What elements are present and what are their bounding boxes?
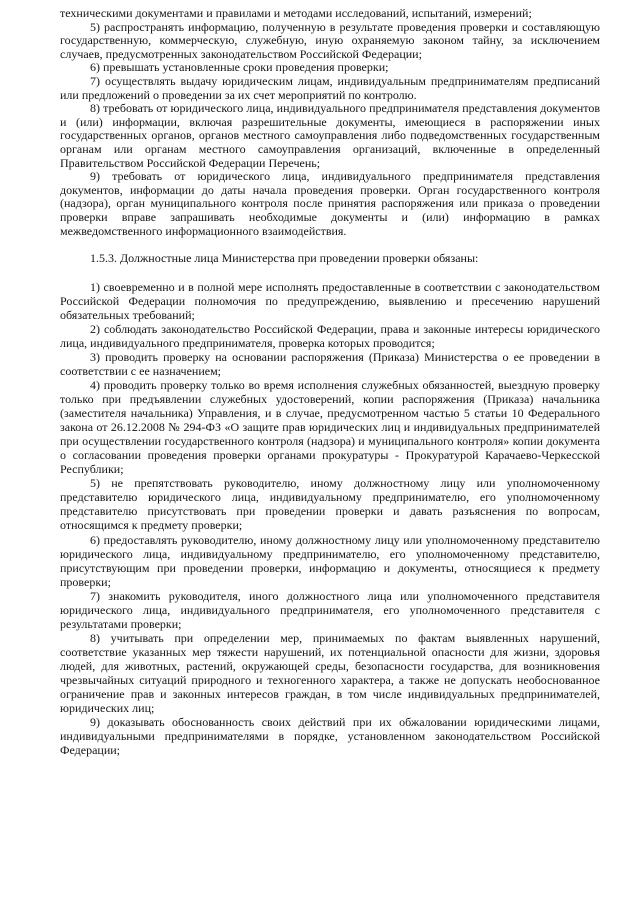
duty-item-6: 6) предоставлять руководителю, иному должностному лицу или уполномоченному представителю юридического лица, индивидуальному предпринимателю, его уполномоченному представителю, присутствующим при проведении проверки, информацию и документы, относящиеся к предмету проверки; bbox=[60, 532, 600, 589]
duty-item-2: 2) соблюдать законодательство Российской Федерации, права и законные интересы юридического лица, индивидуального предпринимателя, проверка которых проводится; bbox=[60, 321, 600, 350]
rights-continuation-block bbox=[60, 7, 600, 238]
prohibition-item-8: 8) требовать от юридического лица, индивидуального предпринимателя представления документов и (или) информации, включая разрешительные документы, имеющиеся в распоряжении иных государственных органов, органов местного самоуправления либо подведомственных государственным органам или органам местного самоуправления организаций, включенные в определенный Правительством Российской Федерации Перечень; bbox=[60, 101, 600, 170]
duty-item-3: 3) проводить проверку на основании распоряжения (Приказа) Министерства о ее проведении в соответствии с ее назначением; bbox=[60, 349, 600, 378]
prohibition-item-5: 5) распространять информацию, полученную в результате проведения проверки и составляющую государственную, коммерческую, служебную, иную охраняемую законом тайну, за исключением случаев, предусмотренных законодательством Российской Федерации; bbox=[60, 19, 600, 61]
continuation-text: техническими документами и правилами и методами исследований, испытаний, измерений; bbox=[60, 6, 532, 20]
duty-item-4: 4) проводить проверку только во время исполнения служебных обязанностей, выездную проверку только при предъявлении служебных удостоверений, копии распоряжения (Приказа) начальника (заместителя начальника) Управления, и в случае, предусмотренном частью 5 статьи 10 Федерального закона от 26.12.2008 № 294-ФЗ «О защите прав юридических лиц и индивидуальных предпринимателей при осуществлении государственного контроля (надзора) и муниципального контроля» копии документа о согласовании проведения проверки органами прокуратуры - Прокуратурой Карачаево-Черкесской Республики; bbox=[60, 378, 600, 477]
duties-list bbox=[60, 280, 600, 758]
prohibition-item-9: 9) требовать от юридического лица, индивидуального предпринимателя представления документов, информации до даты начала проведения проверки. Орган государственного контроля (надзора), орган муниципального контроля после принятия распоряжения или приказа о проведении проверки вправе запрашивать необходимые документы и (или) информацию в рамках межведомственного информационного взаимодействия. bbox=[60, 169, 600, 238]
duty-item-1: 1) своевременно и в полной мере исполнять предоставленные в соответствии с законодательством Российской Федерации полномочия по предупреждению, выявлению и пресечению нарушений обязательных требований; bbox=[60, 279, 600, 322]
prohibition-item-7: 7) осуществлять выдачу юридическим лицам, индивидуальным предпринимателям предписаний или предложений о проведении за их счет мероприятий по контролю. bbox=[60, 73, 600, 102]
duty-item-8: 8) учитывать при определении мер, принимаемых по фактам выявленных нарушений, соответствие указанных мер тяжести нарушений, их потенциальной опасности для жизни, здоровья людей, для животных, растений, окружающей среды, безопасности государства, для возникновения чрезвычайных ситуаций природного и техногенного характера, а также не допускать необоснованное ограничение прав и законных интересов граждан, в том числе индивидуальных предпринимателей, юридических лиц; bbox=[60, 630, 600, 716]
duty-item-7: 7) знакомить руководителя, иного должностного лица или уполномоченного представителя юридического лица, индивидуального предпринимателя, его уполномоченного представителя с результатами проверки; bbox=[60, 588, 600, 631]
section-heading: 1.5.3. Должностные лица Министерства при проведении проверки обязаны: bbox=[90, 251, 479, 266]
duty-item-5: 5) не препятствовать руководителю, иному должностному лицу или уполномоченному представителю юридического лица, индивидуальному предпринимателю, его уполномоченному представителю присутствовать при проведении проверки и давать разъяснения по вопросам, относящимся к предмету проверки; bbox=[60, 476, 600, 533]
prohibition-item-6: 6) превышать установленные сроки проведения проверки; bbox=[90, 60, 389, 75]
duty-item-9: 9) доказывать обоснованность своих действий при их обжаловании юридическими лицами, индивидуальными предпринимателями в порядке, установленном законодательством Российской Федерации; bbox=[60, 715, 600, 758]
